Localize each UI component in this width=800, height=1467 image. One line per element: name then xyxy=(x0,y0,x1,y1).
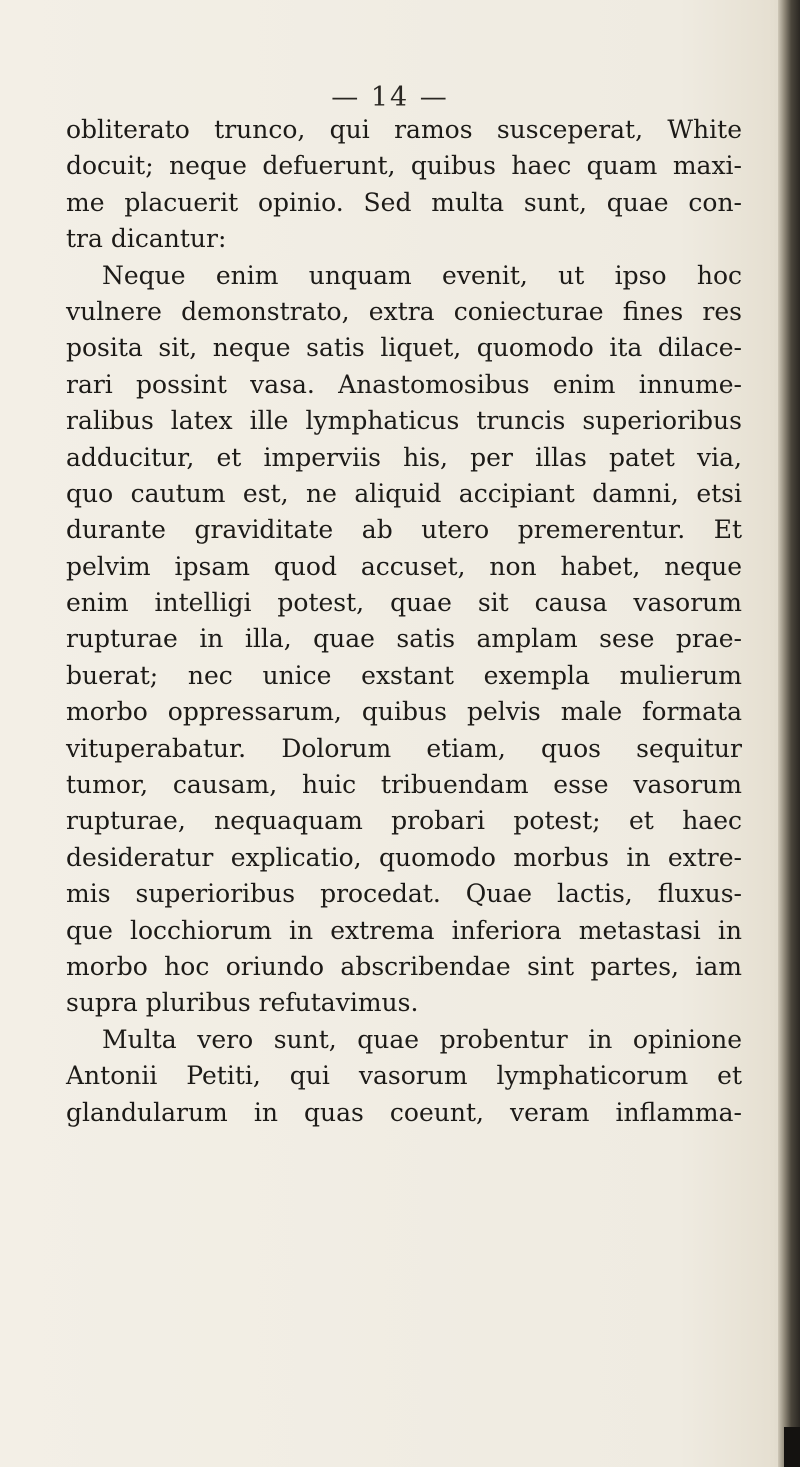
text-line: tumor, causam, huic tribuendam esse vasorum xyxy=(66,770,742,800)
page-number: — 14 — xyxy=(331,82,449,113)
binding-edge xyxy=(778,0,800,1467)
text-line: Neque enim unquam evenit, ut ipso hoc xyxy=(102,260,742,290)
text-line: rupturae, nequaquam probari potest; et haec xyxy=(66,806,742,836)
text-line: quo cautum est, ne aliquid accipiant damni, etsi xyxy=(66,478,742,508)
text-line: pelvim ipsam quod accuset, non habet, neque xyxy=(66,551,742,581)
text-line: Multa vero sunt, quae probentur in opinione xyxy=(102,1024,742,1054)
text-line: Antonii Petiti, qui vasorum lymphaticorum et xyxy=(66,1061,742,1091)
text-line: durante graviditate ab utero premerentur. Et xyxy=(66,515,742,545)
text-line: vulnere demonstrato, extra coniecturae fines res xyxy=(66,296,742,326)
text-line: docuit; neque defuerunt, quibus haec quam maxi- xyxy=(66,151,742,181)
text-line: morbo oppressarum, quibus pelvis male formata xyxy=(66,697,742,727)
text-line: supra pluribus refutavimus. xyxy=(66,988,419,1018)
text-line: adducitur, et imperviis his, per illas patet via, xyxy=(66,442,742,472)
text-line: tra dicantur: xyxy=(66,224,227,254)
text-line: rupturae in illa, quae satis amplam sese prae- xyxy=(66,624,742,654)
text-line: morbo hoc oriundo abscribendae sint partes, iam xyxy=(66,951,742,981)
text-line: desideratur explicatio, quomodo morbus in extre- xyxy=(66,842,742,872)
text-line: glandularum in quas coeunt, veram inflamma- xyxy=(66,1097,742,1127)
text-line: mis superioribus procedat. Quae lactis, fluxus- xyxy=(66,879,742,909)
text-line: obliterato trunco, qui ramos susceperat, White xyxy=(66,115,742,144)
text-line: que locchiorum in extrema inferiora metastasi in xyxy=(66,915,742,945)
text-line: posita sit, neque satis liquet, quomodo ita dilace- xyxy=(66,333,742,363)
text-line: enim intelligi potest, quae sit causa vasorum xyxy=(66,588,742,618)
body-text xyxy=(66,112,742,1131)
text-line: rari possint vasa. Anastomosibus enim innume- xyxy=(66,369,742,399)
text-line: me placuerit opinio. Sed multa sunt, quae con- xyxy=(66,187,742,217)
text-line: buerat; nec unice exstant exempla mulierum xyxy=(66,660,742,690)
text-line: ralibus latex ille lymphaticus truncis superioribus xyxy=(66,406,742,436)
text-line: vituperabatur. Dolorum etiam, quos sequitur xyxy=(66,733,742,763)
